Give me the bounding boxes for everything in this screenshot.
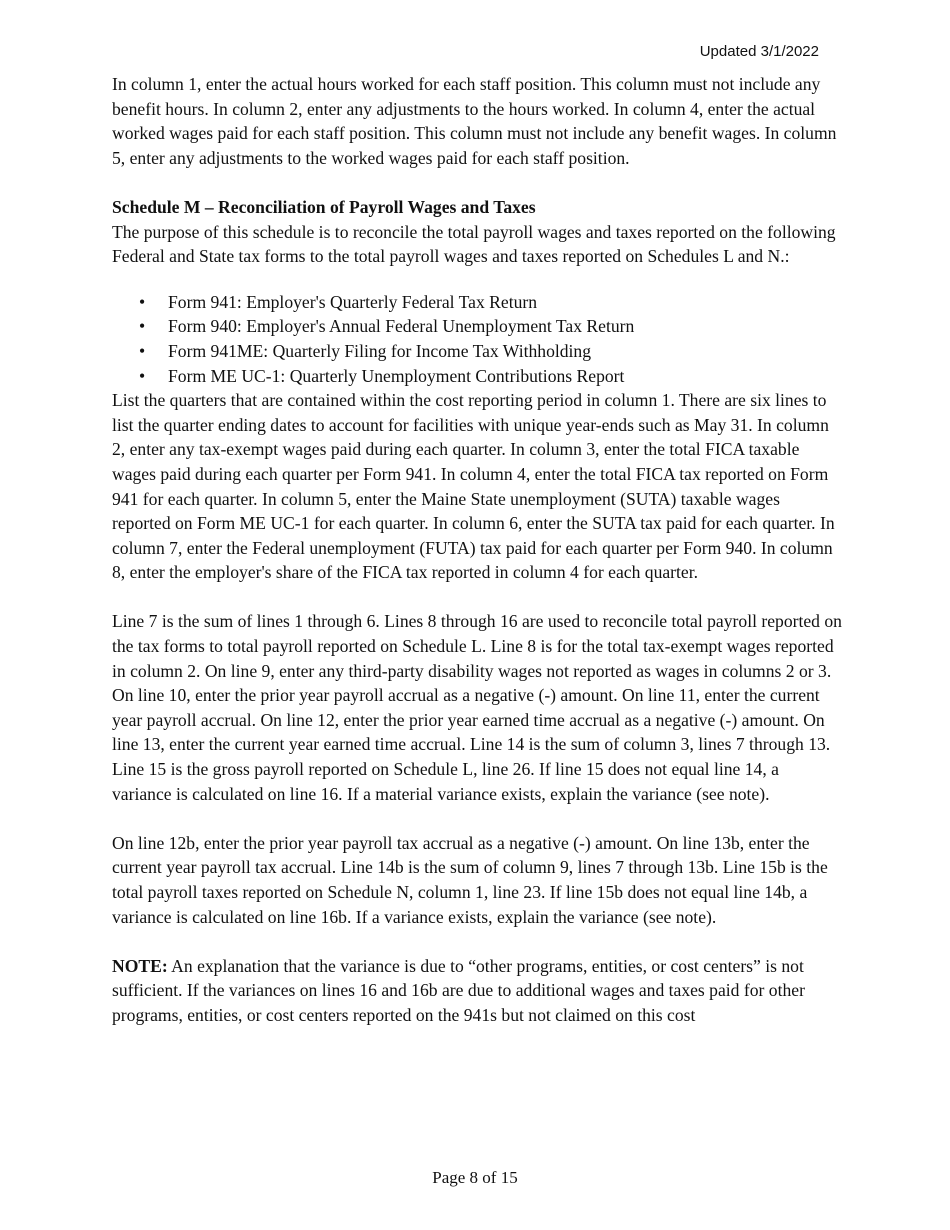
quarters-paragraph: List the quarters that are contained within the cost reporting period in column 1. There are six lines to list the quarter ending dates to account for facilities with unique year-ends such as May 31. In column 2, enter any tax-exempt wages paid during each quarter. In column 3, enter the total FICA taxable wages paid during each quarter per Form 941. In column 4, enter the total FICA tax reported on Form 941 for each quarter. In column 5, enter the Maine State unemployment (SUTA) taxable wages reported on Form ME UC-1 for each quarter. In column 6, enter the SUTA tax paid for each quarter. In column 7, enter the Federal unemployment (FUTA) tax paid for each quarter per Form 940. In column 8, enter the employer's share of the FICA tax reported in column 4 for each quarter. [112,390,835,583]
intro-paragraph: In column 1, enter the actual hours worked for each staff position. This column must not include any benefit hours. In column 2, enter any adjustments to the hours worked. In column 4, enter the actual worked wages paid for each staff position. This column must not include any benefit wages. In column 5, enter any adjustments to the worked wages paid for each staff position. [112,74,837,168]
list-item-text: Form 941ME: Quarterly Filing for Income Tax Withholding [168,340,592,361]
list-item-text: Form 941: Employer's Quarterly Federal Tax Return [168,291,538,312]
note-label: NOTE: [112,955,168,976]
list-item [112,339,842,364]
line7-paragraph: Line 7 is the sum of lines 1 through 6. Lines 8 through 16 are used to reconcile total payroll reported on the tax forms to total payroll reported on Schedule L. Line 8 is for the total tax-exempt wages reported in column 2. On line 9, enter any third-party disability wages not reported as wages in columns 2 or 3. On line 10, enter the prior year payroll accrual as a negative (-) amount. On line 11, enter the current year payroll accrual. On line 12, enter the prior year earned time accrual as a negative (-) amount. On line 13, enter the current year earned time accrual. Line 14 is the sum of column 3, lines 7 through 13. Line 15 is the gross payroll reported on Schedule L, line 26. If line 15 does not equal line 14, a variance is calculated on line 16. If a material variance exists, explain the variance (see note). [112,611,842,804]
bullet-icon: • [139,291,146,312]
list-item-text: Form ME UC-1: Quarterly Unemployment Contributions Report [168,365,625,386]
line12b-paragraph: On line 12b, enter the prior year payroll tax accrual as a negative (-) amount. On line 13b, enter the current year payroll tax accrual. Line 14b is the sum of column 9, lines 7 through 13b. Line 15b is the total payroll taxes reported on Schedule N, column 1, line 23. If line 15b does not equal line 14b, a variance is calculated on line 16b. If a variance exists, explain the variance (see note). [112,832,828,927]
page-number: Page 8 of 15 [432,1168,518,1187]
list-item [112,364,842,389]
list-item [112,290,842,315]
note-paragraph [112,954,842,1028]
bullet-icon: • [139,316,146,337]
bullet-icon: • [139,365,146,386]
list-item-text: Form 940: Employer's Annual Federal Unemployment Tax Return [168,316,635,337]
purpose-paragraph: The purpose of this schedule is to reconcile the total payroll wages and taxes reported on the following Federal and State tax forms to the total payroll wages and taxes reported on Schedules L and N.: [112,221,836,267]
schedule-m-heading: Schedule M – Reconciliation of Payroll Wages and Taxes [112,196,536,217]
tax-forms-list [112,290,842,388]
list-item [112,314,842,339]
bullet-icon: • [139,340,146,361]
updated-date: Updated 3/1/2022 [699,43,819,60]
document-body [112,72,842,1028]
note-text: An explanation that the variance is due to “other programs, entities, or cost centers” is not sufficient. If the variances on lines 16 and 16b are due to additional wages and taxes paid for other programs, entities, or cost centers reported on the 941s but not claimed on this cost [112,955,805,1025]
